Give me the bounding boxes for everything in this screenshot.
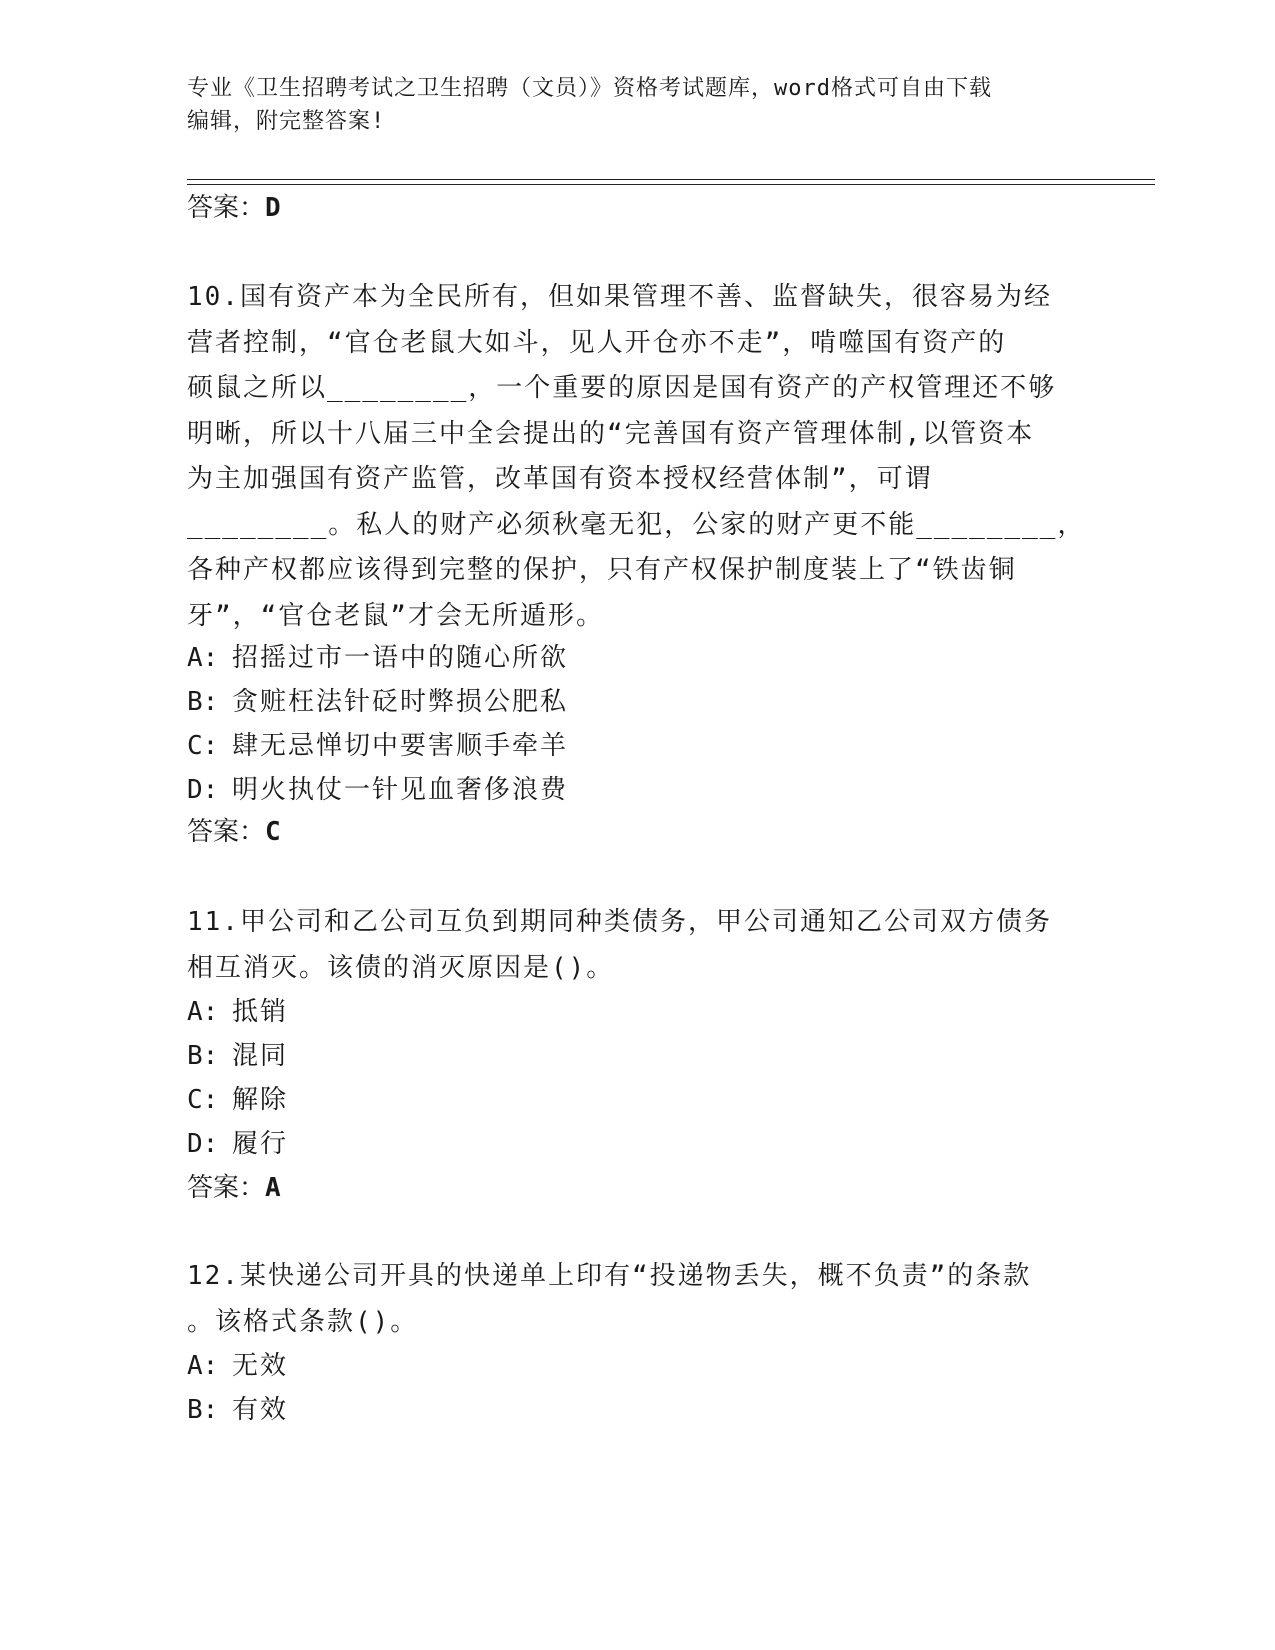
q10-option-a: A: 招摇过市一语中的随心所欲 [187, 643, 569, 673]
q10-line: ________。私人的财产必须秋毫无犯，公家的财产更不能________， [187, 509, 1086, 540]
q12-option-b: B: 有效 [187, 1395, 289, 1425]
answer-value: A [265, 1173, 281, 1203]
answer-label: 答案： [187, 1173, 266, 1203]
q12-option-a: A: 无效 [187, 1351, 289, 1381]
q11-option-a: A: 抵销 [187, 997, 289, 1027]
q11-option-d: D: 履行 [187, 1129, 289, 1159]
q10-answer [187, 812, 281, 852]
header-line-1: 专业《卫生招聘考试之卫生招聘（文员）》资格考试题库，word格式可自由下载 [187, 76, 992, 101]
q10-stem [187, 275, 1087, 639]
q10-line: 10.国有资产本为全民所有，但如果管理不善、监督缺失，很容易为经 [187, 282, 1052, 312]
q9-answer [187, 188, 281, 228]
q11-option-c: C: 解除 [187, 1085, 289, 1115]
q11-line: 11.甲公司和乙公司互负到期同种类债务，甲公司通知乙公司双方债务 [187, 907, 1052, 937]
q10-line: 硕鼠之所以________，一个重要的原因是国有资产的产权管理还不够 [187, 373, 1057, 403]
q11-line: 相互消灭。该债的消灭原因是()。 [187, 952, 615, 983]
answer-label: 答案： [187, 193, 266, 223]
q11-answer [187, 1168, 281, 1208]
q10-option-b: B: 贪赃枉法针砭时弊损公肥私 [187, 687, 569, 717]
answer-value: C [265, 817, 281, 847]
q10-line: 牙”，“官仓老鼠”才会无所遁形。 [187, 600, 604, 631]
q11-stem [187, 900, 1087, 991]
q12-line: 12.某快递公司开具的快递单上印有“投递物丢失，概不负责”的条款 [187, 1261, 1032, 1291]
header-divider-top [187, 179, 1155, 180]
header-line-2: 编辑，附完整答案! [187, 109, 386, 134]
q11-option-b: B: 混同 [187, 1041, 289, 1071]
q10-line: 各种产权都应该得到完整的保护，只有产权保护制度装上了“铁齿铜 [187, 555, 1017, 585]
answer-label: 答案： [187, 817, 266, 847]
q10-line: 明晰，所以十八届三中全会提出的“完善国有资产管理体制,以管资本 [187, 418, 1035, 449]
q12-line: 。该格式条款()。 [187, 1306, 419, 1337]
q10-line: 为主加强国有资产监管，改革国有资本授权经营体制”，可谓 [187, 464, 933, 494]
document-header [187, 72, 1087, 138]
q12-stem [187, 1254, 1087, 1345]
q10-line: 营者控制，“官仓老鼠大如斗，见人开仓亦不走”，啃噬国有资产的 [187, 327, 1007, 358]
q10-option-c: C: 肆无忌惮切中要害顺手牵羊 [187, 731, 569, 761]
answer-value: D [265, 193, 281, 223]
q10-option-d: D: 明火执仗一针见血奢侈浪费 [187, 775, 569, 805]
header-divider-bottom [187, 184, 1155, 185]
